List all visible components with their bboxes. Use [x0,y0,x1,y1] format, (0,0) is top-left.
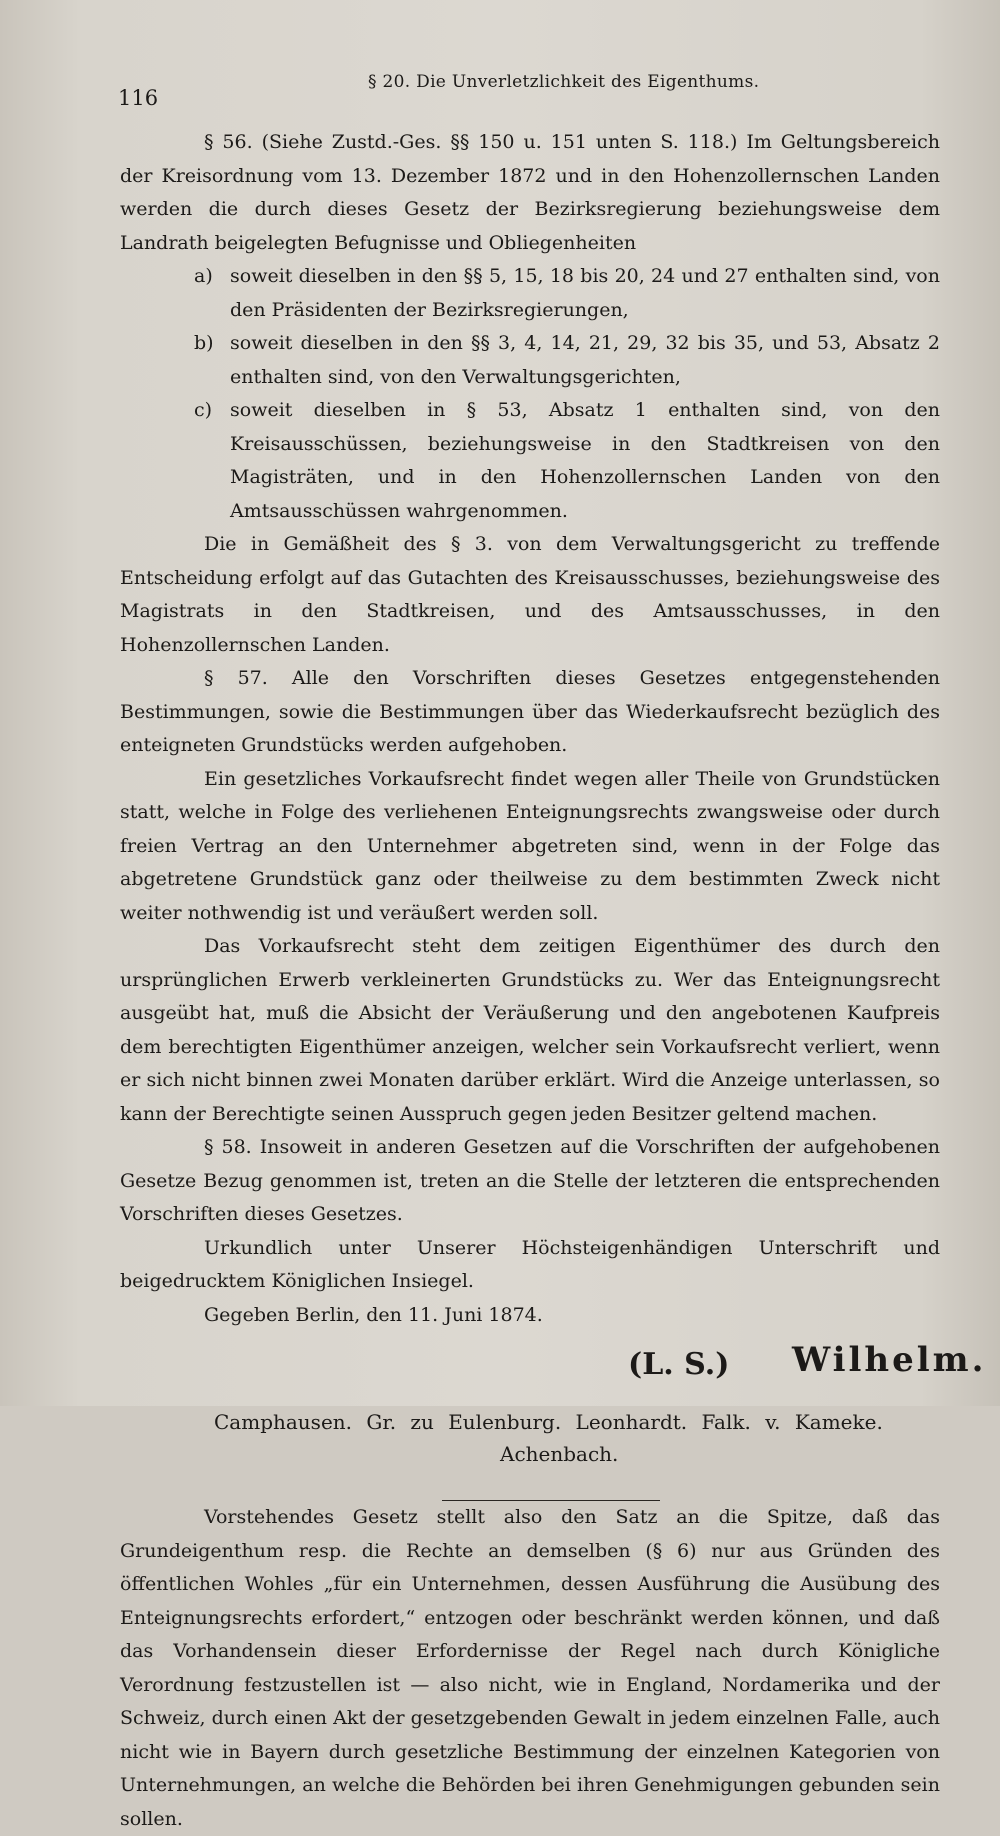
list-item-label: a) [194,265,213,287]
page-number: 116 [118,86,159,110]
list-item [194,260,940,327]
list-item [194,327,940,394]
paragraph-57: § 57. Alle den Vorschriften dieses Gesetzes entgegenstehenden Bestimmungen, sowie die Bestimmungen über das Wiederkaufsrecht bezüglich des enteigneten Grundstücks werden aufgehoben. [120,667,940,756]
attestation: Urkundlich unter Unserer Höchsteigenhändigen Unterschrift und beigedrucktem Königlichen Insiegel. [120,1236,940,1292]
paragraph-58: § 58. Insoweit in anderen Gesetzen auf die Vorschriften der aufgehobenen Gesetze Bezug genommen ist, treten an die Stelle der letzteren die entsprechenden Vorschriften dieses Gesetzes. [120,1136,940,1225]
list-item-label: b) [194,332,214,354]
page-header [120,72,940,112]
list-item-text: soweit dieselben in den §§ 3, 4, 14, 21, 29, 32 bis 35, und 53, Absatz 2 enthalten sind, von den Verwaltungsgerichten, [230,332,940,388]
paragraph-56-intro: § 56. (Siehe Zustd.-Ges. §§ 150 u. 151 unten S. 118.) Im Geltungsbereich der Kreisordnung vom 13. Dezember 1872 und in den Hohenzollernschen Landen werden die durch dieses Gesetz der Bezirksregierung beziehungsweise dem Landrath beigelegten Befugnisse und Obliegenheiten [120,131,940,254]
list-item-label: c) [194,399,213,421]
enumerated-list [194,260,940,528]
paragraph-57-owner: Das Vorkaufsrecht steht dem zeitigen Eigenthümer des durch den ursprünglichen Erwerb verkleinerten Grundstücks zu. Wer das Enteignungsrecht ausgeübt hat, muß die Absicht der Veräußerung und den angebotenen Kaufpreis dem berechtigten Eigenthümer anzeigen, welcher sein Vorkaufsrecht verliert, wenn er sich nicht binnen zwei Monaten darüber erklärt. Wird die Anzeige unterlassen, so kann der Berechtigte seinen Ausspruch gegen jeden Besitzer geltend machen. [120,935,940,1125]
paragraph-56-end: Die in Gemäßheit des § 3. von dem Verwaltungsgericht zu treffende Entscheidung erfolgt auf das Gutachten des Kreisausschusses, beziehungsweise des Magistrats in den Stadtkreisen, und des Amtsausschusses, in den Hohenzollernschen Landen. [120,533,940,656]
list-item-text: soweit dieselben in den §§ 5, 15, 18 bis 20, 24 und 27 enthalten sind, von den Präsidenten der Bezirksregierungen, [230,265,940,321]
list-item-text: soweit dieselben in § 53, Absatz 1 enthalten sind, von den Kreisausschüssen, beziehungsweise in den Stadtkreisen von den Magisträten, und in den Hohenzollernschen Landen von den Amtsausschüssen wahrgenommen. [230,399,940,522]
paragraph-57-preemption: Ein gesetzliches Vorkaufsrecht findet wegen aller Theile von Grundstücken statt, welche in Folge des verliehenen Enteignungsrechts zwangsweise oder durch freien Vertrag an den Unternehmer abgetreten sind, wenn in der Folge das abgetretene Grundstück ganz oder theilweise zu dem bestimmten Zweck nicht weiter nothwendig ist und veräußert werden soll. [120,767,940,924]
page-body [120,126,987,1836]
commentary-paragraph: Vorstehendes Gesetz stellt also den Satz an die Spitze, daß das Grundeigenthum resp. die Rechte an demselben (§ 6) nur aus Gründen des öffentlichen Wohles „für ein Unternehmen, dessen Ausführung die Ausübung des Enteignungsrechts erfordert,“ entzogen oder beschränkt werden können, und daß das Vorhandensein dieser Erfordernisse der Regel nach durch Königliche Verordnung festzustellen ist — also nicht, wie in England, Nordamerika und der Schweiz, durch einen Akt der gesetzgebenden Gewalt in jedem einzelnen Falle, auch nicht wie in Bayern durch gesetzliche Bestimmung der einzelnen Kategorien von Unternehmungen, an welche die Behörden bei ihren Genehmigungen gebunden sein sollen. [120,1506,940,1830]
ministers-line: Achenbach. [500,1442,619,1466]
countersignatures [120,1406,940,1470]
monarch-signature: Wilhelm. [792,1340,987,1380]
date-place: Gegeben Berlin, den 11. Juni 1874. [204,1303,543,1326]
list-item [194,394,940,528]
signature-block [120,1332,987,1402]
running-head: § 20. Die Unverletzlichkeit des Eigenthums. [368,72,760,92]
seal-mark: (L. S.) [628,1347,730,1382]
ministers-line: Camphausen. Gr. zu Eulenburg. Leonhardt. Falk. v. Kameke. [214,1410,883,1434]
